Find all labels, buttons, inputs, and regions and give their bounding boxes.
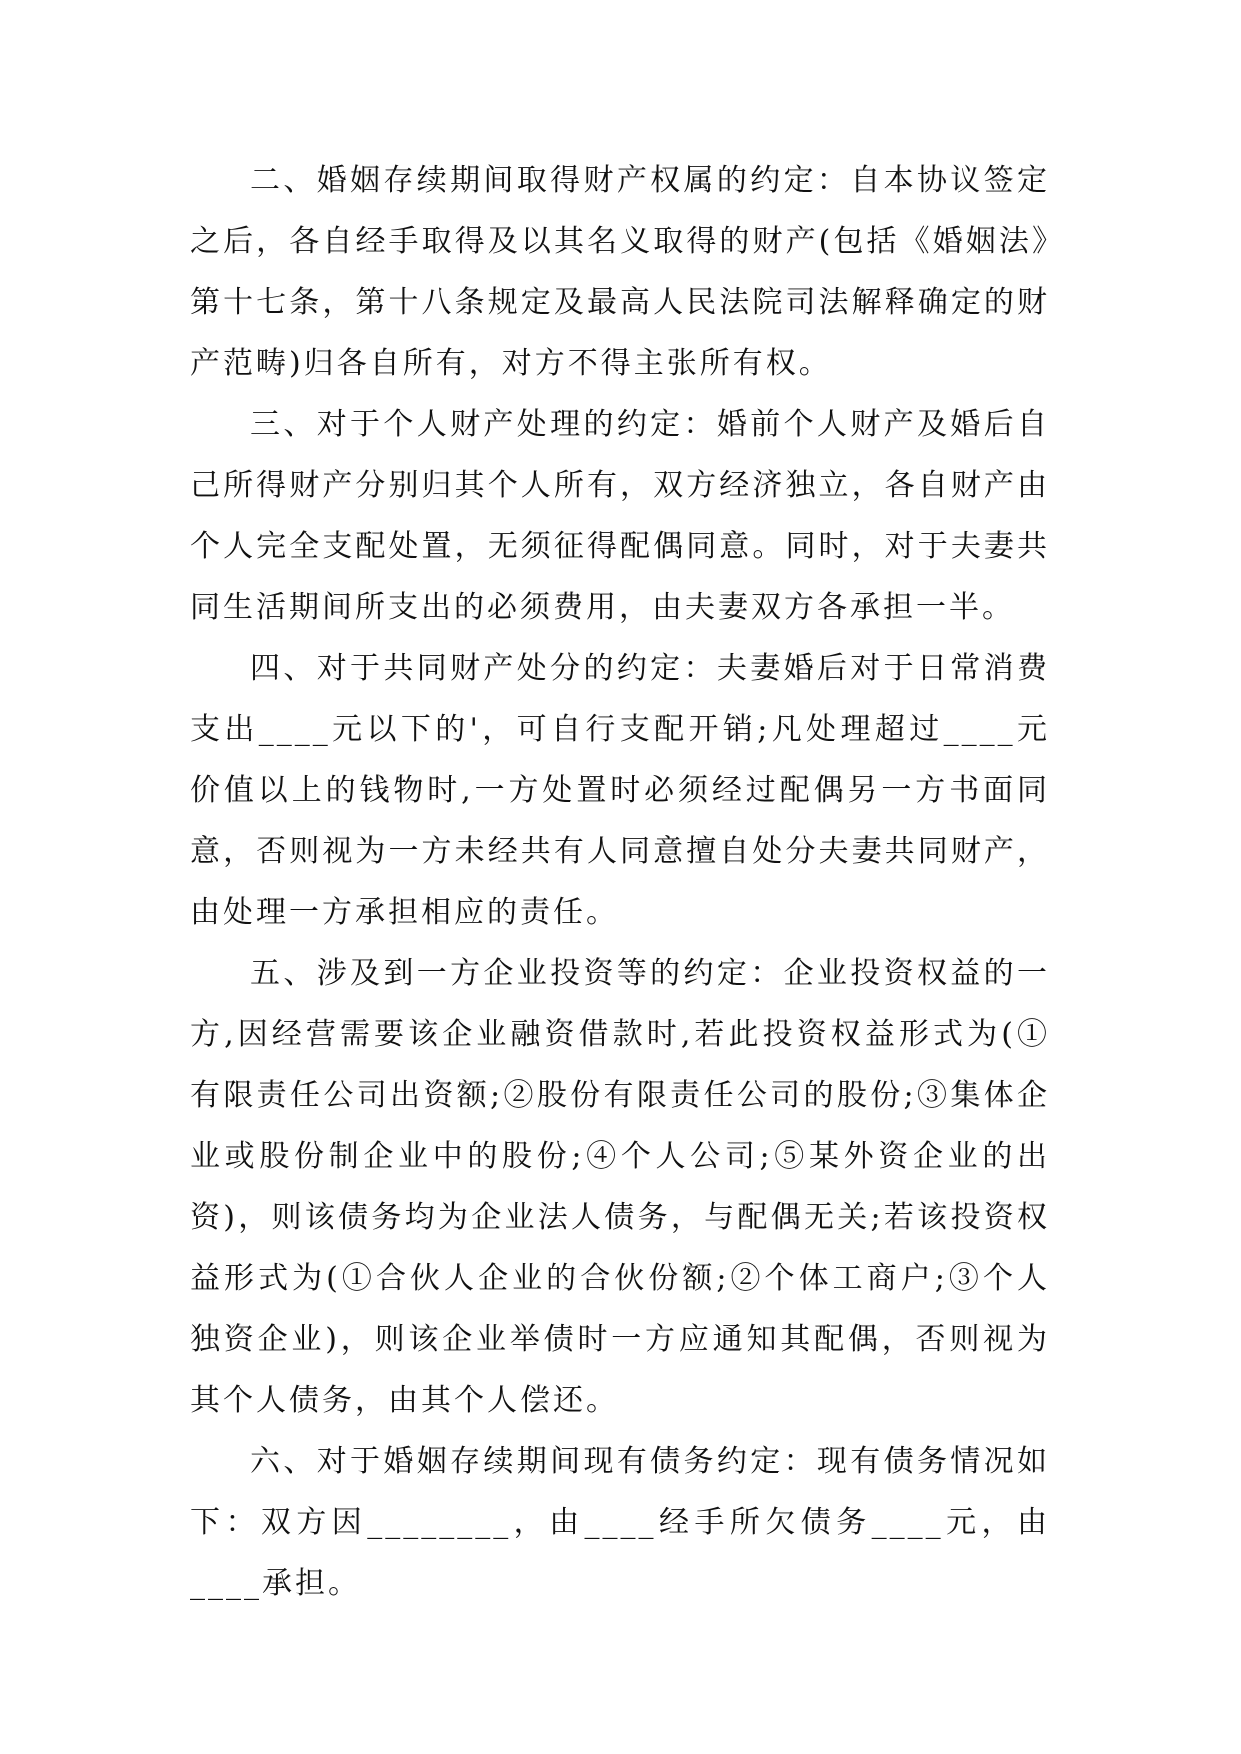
clause-5-paragraph: 五、涉及到一方企业投资等的约定：企业投资权益的一方,因经营需要该企业融资借款时,若此投资权益形式为(①有限责任公司出资额;②股份有限责任公司的股份;③集体企业或股份制企业中的股份;④个人公司;⑤某外资企业的出资)，则该债务均为企业法人债务，与配偶无关;若该投资权益形式为(①合伙人企业的合伙份额;②个体工商户;③个人独资企业)，则该企业举债时一方应通知其配偶，否则视为其个人债务，由其个人偿还。 — [190, 956, 1050, 1418]
document-page — [190, 150, 1050, 1614]
clause-4-paragraph: 四、对于共同财产处分的约定：夫妻婚后对于日常消费支出____元以下的'，可自行支配开销;凡处理超过____元价值以上的钱物时,一方处置时必须经过配偶另一方书面同意，否则视为一方未经共有人同意擅自处分夫妻共同财产，由处理一方承担相应的责任。 — [190, 651, 1050, 930]
clause-2-paragraph: 二、婚姻存续期间取得财产权属的约定：自本协议签定之后，各自经手取得及以其名义取得的财产(包括《婚姻法》第十七条，第十八条规定及最高人民法院司法解释确定的财产范畴)归各自所有，对方不得主张所有权。 — [190, 163, 1050, 381]
clause-6-paragraph: 六、对于婚姻存续期间现有债务约定：现有债务情况如下：双方因________，由____经手所欠债务____元，由____承担。 — [190, 1444, 1050, 1601]
clause-3-paragraph: 三、对于个人财产处理的约定：婚前个人财产及婚后自己所得财产分别归其个人所有，双方经济独立，各自财产由个人完全支配处置，无须征得配偶同意。同时，对于夫妻共同生活期间所支出的必须费用，由夫妻双方各承担一半。 — [190, 407, 1050, 625]
